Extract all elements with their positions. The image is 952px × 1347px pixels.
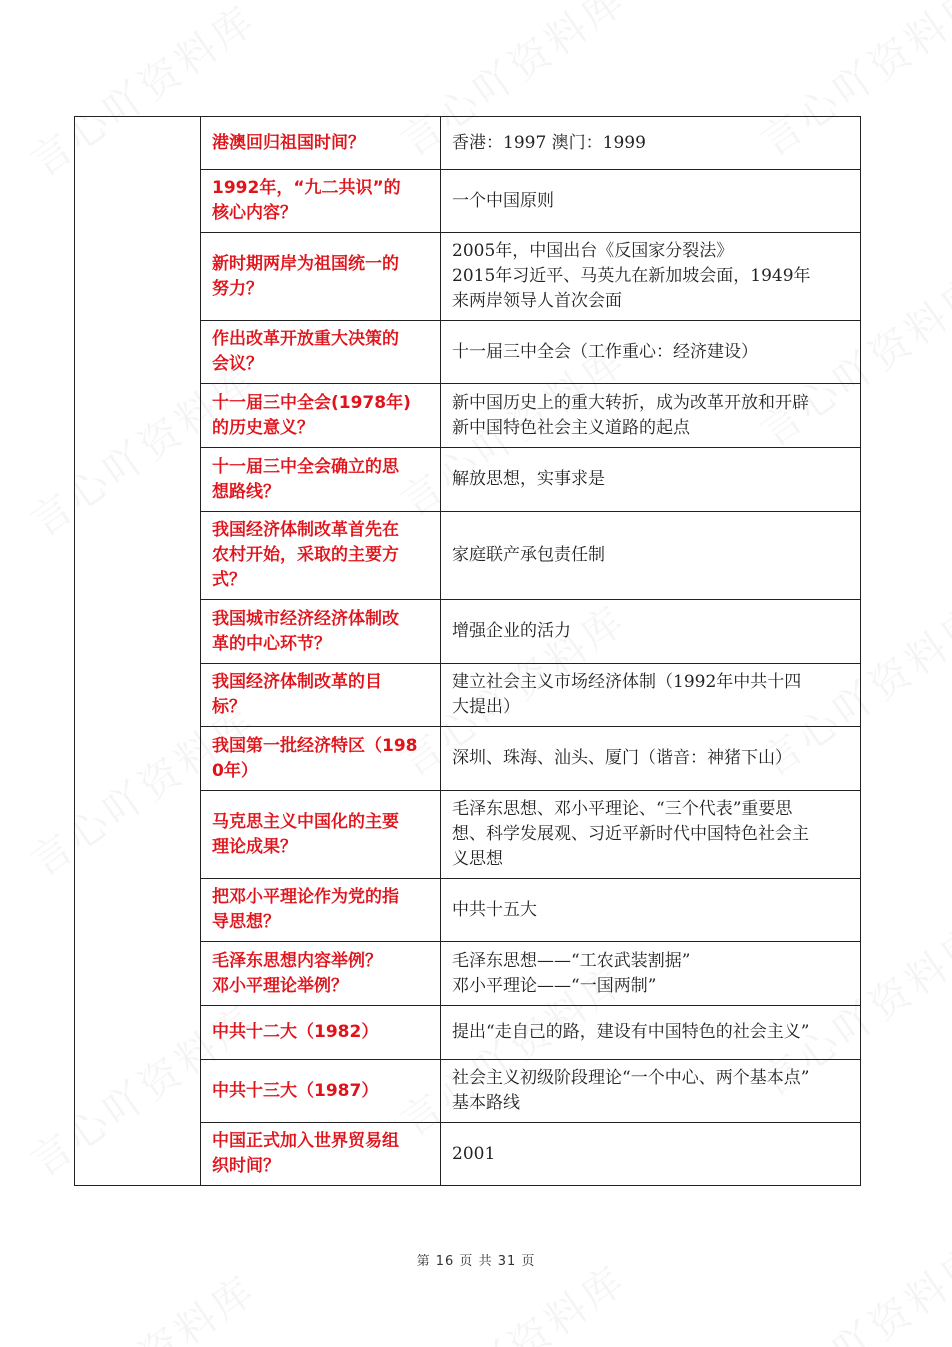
- answer-text: 毛泽东思想、邓小平理论、“三个代表”重要思: [452, 799, 793, 819]
- answer-text: 新中国特色社会主义道路的起点: [452, 417, 690, 438]
- answer-text: 邓小平理论——“一国两制”: [452, 975, 657, 996]
- answer-text: 毛泽东思想——“工农武装割据”: [452, 950, 691, 971]
- question-cell: [201, 942, 441, 1006]
- answer-text: 一个中国原则: [452, 190, 554, 211]
- answer-cell: [441, 791, 861, 879]
- answer-cell: [441, 1006, 861, 1060]
- question-text: 我国经济体制改革的目: [212, 672, 382, 692]
- qa-table: [74, 116, 861, 1186]
- answer-text: 2015年习近平、马英九在新加坡会面，1949年: [452, 266, 811, 286]
- question-cell: [201, 117, 441, 170]
- answer-text: 建立社会主义市场经济体制（1992年中共十四: [452, 672, 802, 692]
- watermark-text: [18, 1259, 267, 1347]
- question-text: 式？: [212, 570, 246, 590]
- question-text: 织时间？: [212, 1156, 280, 1176]
- answer-text: 增强企业的活力: [452, 621, 571, 641]
- answer-text: 社会主义初级阶段理论“一个中心、两个基本点”: [452, 1068, 810, 1088]
- answer-cell: [441, 117, 861, 170]
- question-text: 我国经济体制改革首先在: [212, 520, 399, 540]
- question-cell: [201, 170, 441, 233]
- question-cell: [201, 1006, 441, 1060]
- question-cell: [201, 791, 441, 879]
- answer-cell: [441, 879, 861, 942]
- answer-text: 2001: [452, 1143, 496, 1164]
- question-cell: [201, 384, 441, 448]
- answer-cell: [441, 448, 861, 512]
- question-text: 核心内容？: [212, 203, 297, 223]
- question-cell: [201, 727, 441, 791]
- answer-text: 义思想: [452, 849, 503, 869]
- question-text: 马克思主义中国化的主要: [212, 811, 399, 832]
- question-cell: [201, 600, 441, 664]
- question-text: 革的中心环节？: [212, 633, 331, 654]
- question-text: 新时期两岸为祖国统一的: [212, 253, 399, 274]
- answer-text: 想、科学发展观、习近平新时代中国特色社会主: [452, 824, 809, 844]
- question-text: 十一届三中全会确立的思: [212, 456, 399, 477]
- answer-text: 来两岸领导人首次会面: [452, 291, 622, 311]
- question-text: 港澳回归祖国时间？: [212, 132, 365, 153]
- answer-cell: [441, 1123, 861, 1186]
- answer-cell: [441, 512, 861, 600]
- watermark-text: [748, 1229, 952, 1347]
- question-cell: [201, 512, 441, 600]
- answer-cell: [441, 600, 861, 664]
- question-text: 导思想？: [212, 912, 280, 932]
- question-text: 我国城市经济经济体制改: [212, 608, 399, 629]
- answer-text: 基本路线: [452, 1093, 520, 1113]
- answer-cell: [441, 1060, 861, 1123]
- answer-text: 大提出）: [452, 697, 520, 717]
- question-text: 我国第一批经济特区（198: [212, 735, 418, 756]
- category-cell: [75, 117, 201, 1186]
- question-text: 十一届三中全会(1978年): [212, 392, 411, 413]
- question-text: 标？: [212, 697, 246, 717]
- answer-text: 十一届三中全会（工作重心：经济建设）: [452, 341, 758, 362]
- answer-text: 香港：1997 澳门：1999: [452, 132, 646, 153]
- question-text: 会议？: [212, 354, 263, 374]
- table-row: [75, 117, 861, 170]
- question-cell: [201, 879, 441, 942]
- question-text: 想路线？: [212, 481, 280, 502]
- answer-text: 2005年，中国出台《反国家分裂法》: [452, 241, 734, 261]
- question-cell: [201, 233, 441, 321]
- answer-cell: [441, 727, 861, 791]
- question-text: 的历史意义？: [212, 417, 314, 438]
- answer-text: 深圳、珠海、汕头、厦门（谐音：神猪下山）: [452, 748, 792, 768]
- answer-text: 解放思想，实事求是: [452, 469, 605, 489]
- question-text: 努力？: [212, 278, 263, 299]
- page-number: 第 16 页 共 31 页: [416, 1254, 536, 1269]
- question-text: 把邓小平理论作为党的指: [212, 887, 399, 907]
- answer-cell: [441, 233, 861, 321]
- question-text: 作出改革开放重大决策的: [212, 329, 399, 349]
- qa-table-body: [75, 117, 861, 1186]
- question-text: 理论成果？: [212, 836, 297, 857]
- question-text: 毛泽东思想内容举例？: [212, 950, 382, 971]
- answer-cell: [441, 942, 861, 1006]
- answer-cell: [441, 321, 861, 384]
- question-cell: [201, 448, 441, 512]
- question-cell: [201, 1060, 441, 1123]
- question-text: 1992年，“九二共识”的: [212, 178, 401, 198]
- question-text: 邓小平理论举例？: [212, 975, 348, 996]
- question-text: 0年）: [212, 760, 258, 781]
- answer-cell: [441, 170, 861, 233]
- answer-text: 新中国历史上的重大转折，成为改革开放和开辟: [452, 392, 809, 413]
- question-text: 中共十二大（1982）: [212, 1022, 379, 1042]
- question-text: 农村开始，采取的主要方: [212, 545, 399, 565]
- answer-cell: [441, 384, 861, 448]
- question-cell: [201, 664, 441, 727]
- answer-text: 提出“走自己的路，建设有中国特色的社会主义”: [452, 1022, 810, 1042]
- question-text: 中国正式加入世界贸易组: [212, 1131, 399, 1151]
- question-text: 中共十三大（1987）: [212, 1080, 379, 1101]
- answer-text: 中共十五大: [452, 899, 537, 920]
- question-cell: [201, 1123, 441, 1186]
- answer-cell: [441, 664, 861, 727]
- answer-text: 家庭联产承包责任制: [452, 545, 605, 565]
- question-cell: [201, 321, 441, 384]
